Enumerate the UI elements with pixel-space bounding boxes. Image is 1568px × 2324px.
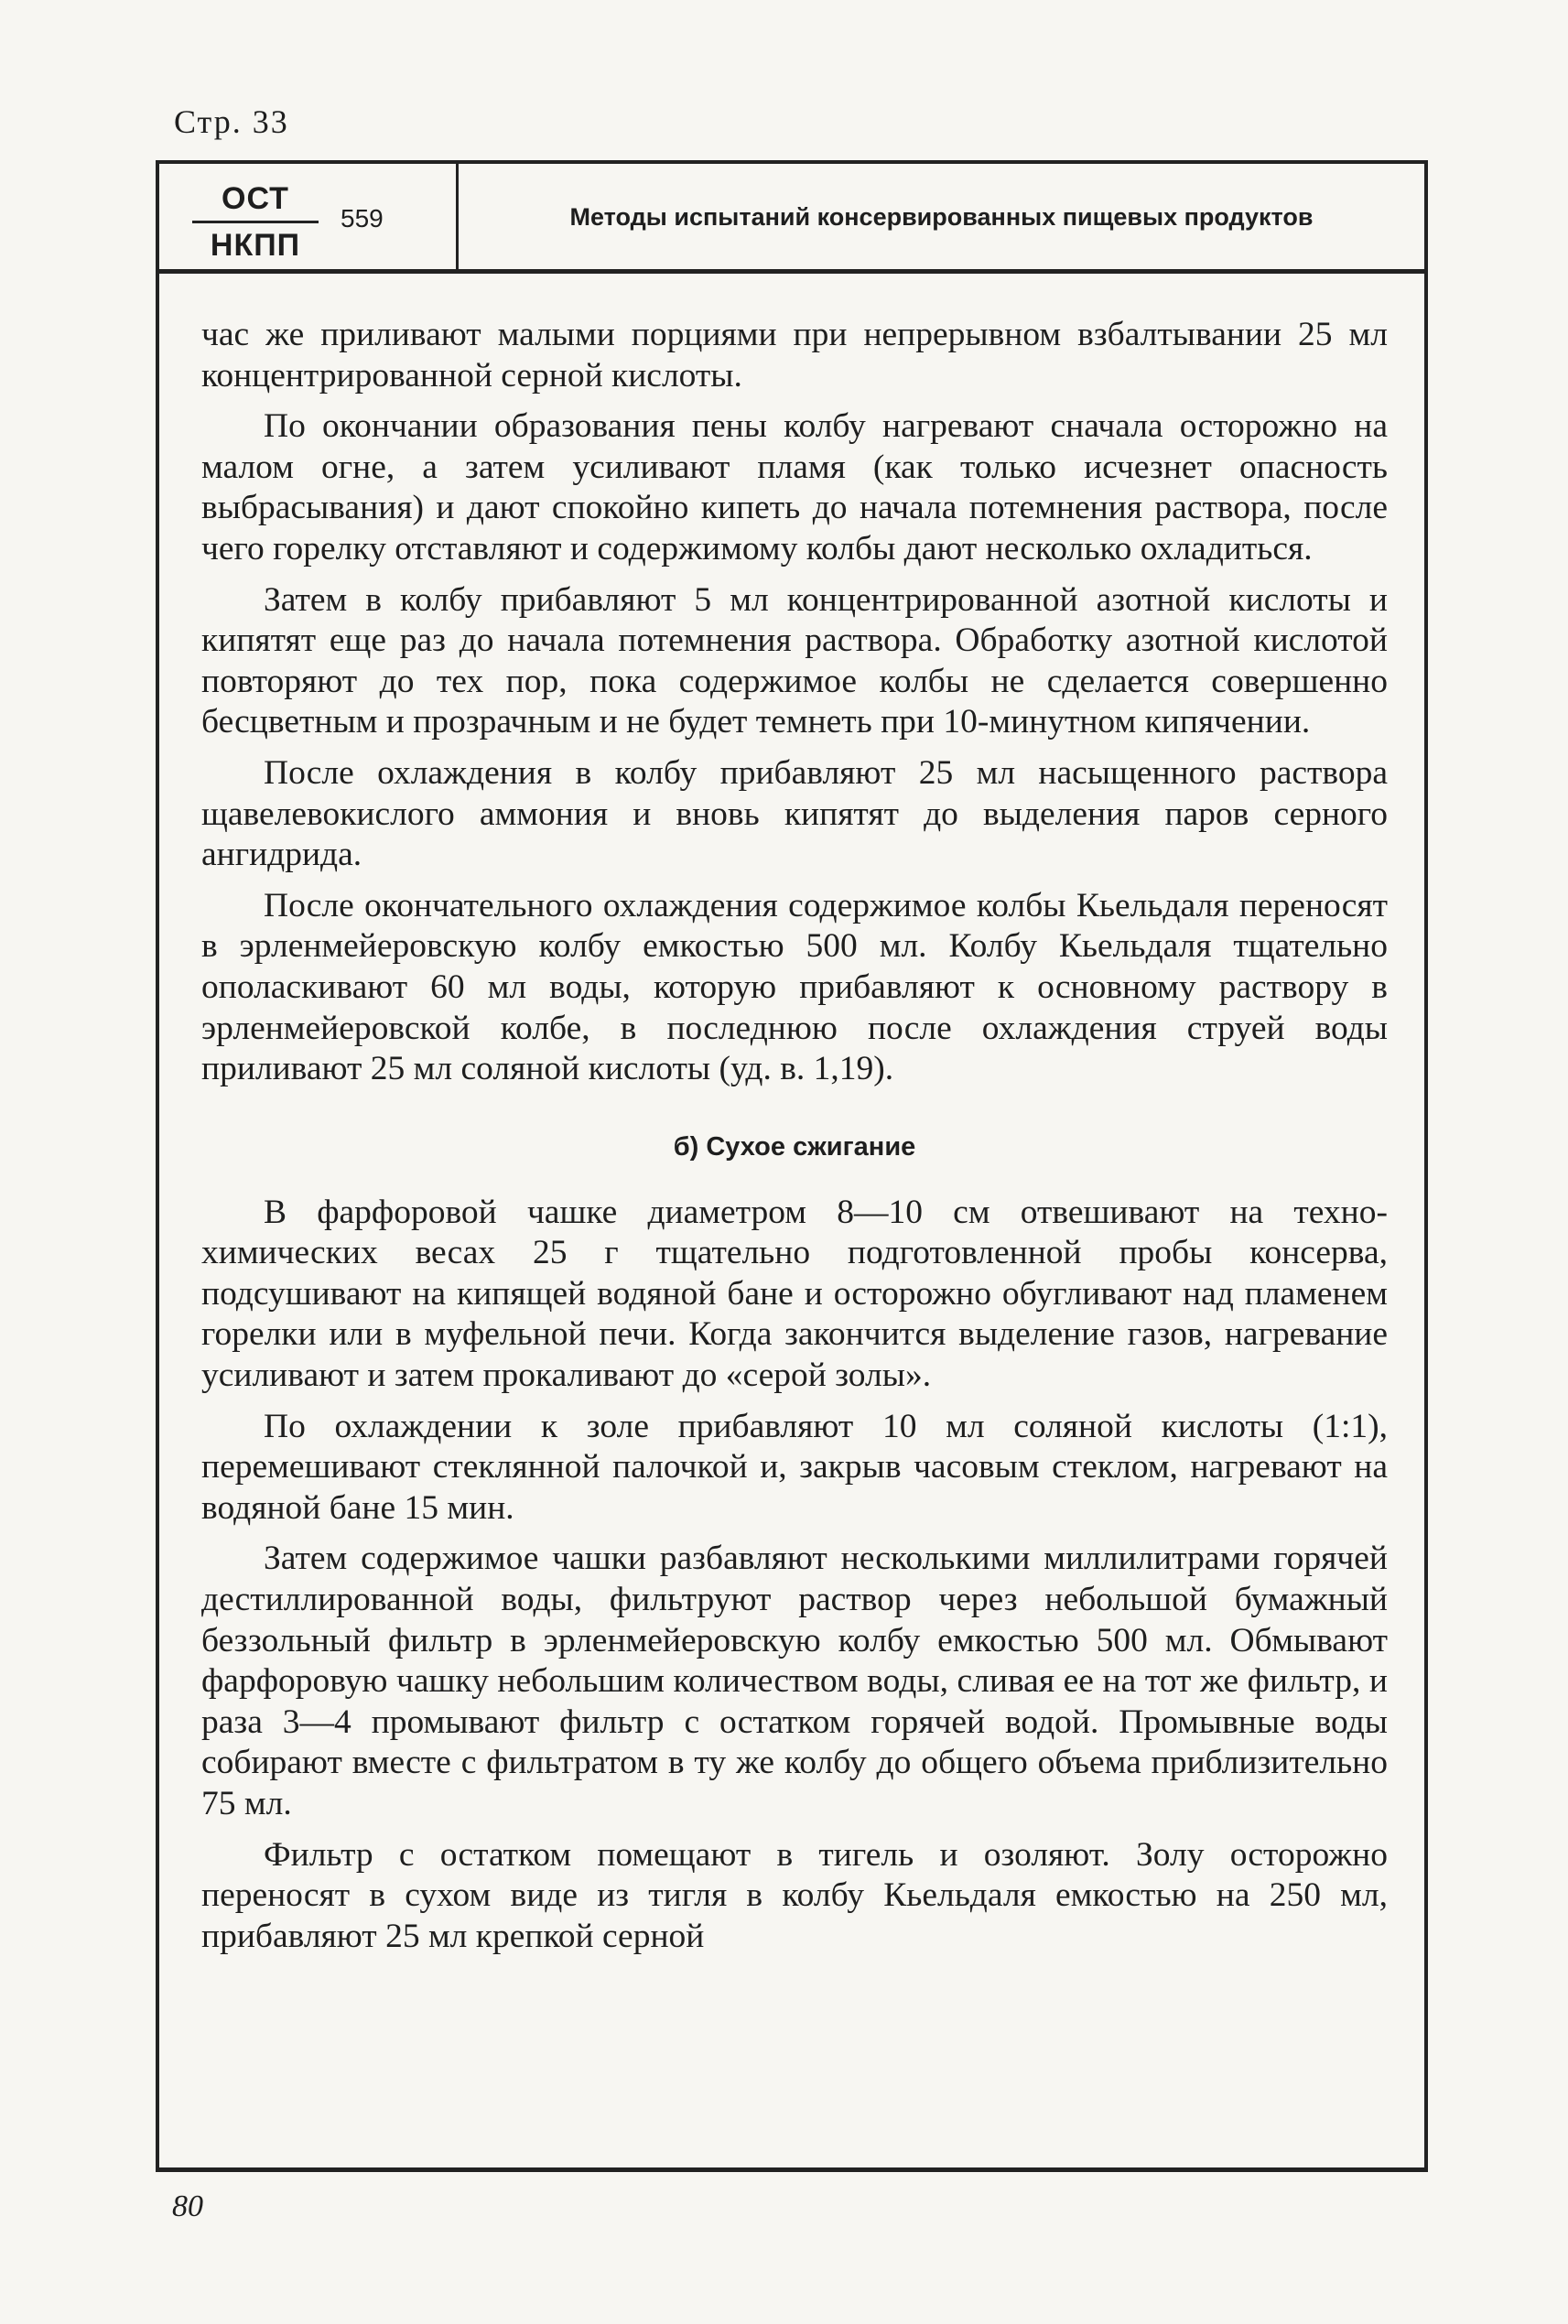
header-title: Методы испытаний консервированных пищевых продуктов — [569, 202, 1314, 231]
paragraph: Затем содержимое чашки разбавляют несколькими миллилитрами горячей дестиллированной воды, фильтруют раствор через небольшой бумажный беззольный фильтр в эрленмейеровскую колбу емкостью 500 мл. Обмывают фарфоровую чашку небольшим количеством воды, сливая ее на тот же фильтр, и раза 3—4 промывают фильтр с остатком горячей водой. Промывные воды собирают вместе с фильтратом в ту же колбу до общего объема приблизительно 75 мл. — [201, 1540, 1388, 1822]
paragraph: час же приливают малыми порциями при непрерывном взбалтывании 25 мл концентрированной серной кислоты. — [201, 316, 1388, 395]
paragraph: По охлаждении к золе прибавляют 10 мл соляной кислоты (1:1), перемешивают стеклянной палочкой и, закрыв часовым стеклом, нагревают на водяной бане 15 мин. — [201, 1407, 1388, 1527]
page-label: Стр. 33 — [174, 103, 289, 140]
section-heading: б) Сухое сжигание — [673, 1131, 916, 1162]
standard-abbr-top: ОСТ — [222, 181, 289, 216]
paragraph: Затем в колбу прибавляют 5 мл концентрированной азотной кислоты и кипятят еще раз до начала потемнения раствора. Обработку азотной кислотой повторяют до тех пор, пока содержимое колбы не сделается совершенно бесцветным и прозрачным и не будет темнеть при 10-минутном кипячении. — [201, 580, 1388, 741]
paragraph: Фильтр с остатком помещают в тигель и озоляют. Золу осторожно переносят в сухом виде из тигля в колбу Кьельдаля емкостью на 250 мл, прибавляют 25 мл крепкой серной — [201, 1835, 1388, 1955]
standard-designation — [159, 164, 459, 269]
page-number: 80 — [172, 2189, 203, 2223]
fraction-bar — [192, 221, 319, 223]
paragraph: В фарфоровой чашке диаметром 8—10 см отвешивают на техно-химических весах 25 г тщательно подготовленной пробы консерва, подсушивают на кипящей водяной бане и осторожно обугливают над пламенем горелки или в муфельной печи. Когда закончится выделение газов, нагревание усиливают и затем прокаливают до «серой золы». — [201, 1193, 1388, 1395]
body-text — [201, 315, 1388, 1967]
page-frame — [156, 160, 1428, 2172]
paragraph: По окончании образования пены колбу нагревают сначала осторожно на малом огне, а затем усиливают пламя (как только исчезнет опасность выбрасывания) и дают спокойно кипеть до начала потемнения раствора, после чего горелку отставляют и содержимому колбы дают несколько охладиться. — [201, 407, 1388, 567]
standard-fraction — [187, 180, 324, 264]
standard-number: 559 — [341, 204, 384, 232]
page-header — [159, 164, 1424, 274]
paragraph: После охлаждения в колбу прибавляют 25 мл насыщенного раствора щавелевокислого аммония и вновь кипятят до выделения паров серного ангидрида. — [201, 753, 1388, 874]
standard-abbr-bottom: НКПП — [210, 228, 301, 263]
paragraph: После окончательного охлаждения содержимое колбы Кьельдаля переносят в эрленмейеровскую колбу емкостью 500 мл. Колбу Кьельдаля тщательно ополаскивают 60 мл воды, которую прибавляют к основному раствору в эрленмейеровской колбе, в последнюю после охлаждения струей воды приливают 25 мл соляной кислоты (уд. в. 1,19). — [201, 886, 1388, 1088]
